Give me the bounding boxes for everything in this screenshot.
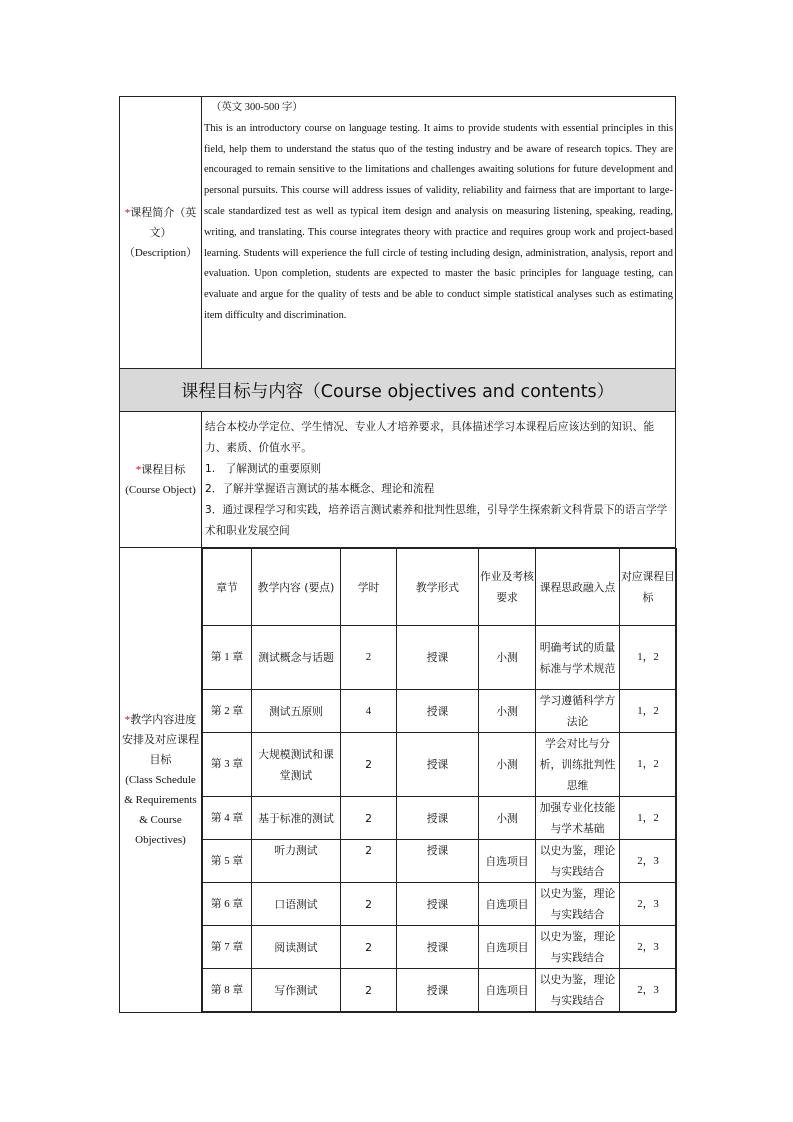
header-hours: 学时: [341, 549, 397, 626]
schedule-label-en: (Class Schedule & Requirements & Course Objectives): [124, 774, 197, 846]
schedule-header-row: [203, 549, 677, 626]
content-cell: 听力测试: [252, 840, 341, 883]
goals-cell: 1，2: [620, 690, 677, 733]
table-row: [203, 797, 677, 840]
goals-cell: 1，2: [620, 733, 677, 797]
ideology-cell: 以史为鉴，理论与实践结合: [536, 840, 620, 883]
chapter-cell: 第 7 章: [203, 926, 252, 969]
ideology-cell: 以史为鉴，理论与实践结合: [536, 969, 620, 1012]
hours-cell: 2: [341, 840, 397, 883]
hours-cell: 2: [341, 969, 397, 1012]
required-star: *: [135, 463, 142, 476]
form-cell: 授课: [397, 690, 479, 733]
form-cell: 授课: [397, 969, 479, 1012]
objective-item-2: 2．了解并掌握语言测试的基本概念、理论和流程: [205, 483, 435, 496]
course-form: [119, 96, 675, 1013]
content-cell: 测试五原则: [252, 690, 341, 733]
form-cell: 授课: [397, 840, 479, 883]
required-star: *: [124, 714, 131, 726]
objective-item-1: 1. 了解测试的重要原则: [205, 462, 322, 475]
hours-cell: 2: [341, 626, 397, 690]
objectives-lead: 结合本校办学定位、学生情况、专业人才培养要求，具体描述学习本课程后应该达到的知识、能力、素质、价值水平。: [205, 421, 655, 454]
schedule-table: [202, 548, 677, 1012]
content-cell: 测试概念与话题: [252, 626, 341, 690]
goals-cell: 2，3: [620, 840, 677, 883]
content-cell: 写作测试: [252, 969, 341, 1012]
schedule-cell: [202, 548, 676, 1013]
header-assessment: 作业及考核要求: [479, 549, 536, 626]
form-cell: 授课: [397, 797, 479, 840]
chapter-cell: 第 3 章: [203, 733, 252, 797]
table-row: [203, 733, 677, 797]
table-row: [203, 969, 677, 1012]
ideology-cell: 以史为鉴，理论与实践结合: [536, 883, 620, 926]
assessment-cell: 小测: [479, 690, 536, 733]
assessment-cell: 自选项目: [479, 883, 536, 926]
objectives-label-cn: 课程目标: [141, 462, 186, 476]
ideology-cell: 加强专业化技能与学术基础: [536, 797, 620, 840]
assessment-cell: 自选项目: [479, 840, 536, 883]
section-title: 课程目标与内容（Course objectives and contents）: [120, 369, 676, 412]
description-cell: [202, 97, 676, 369]
description-label: [120, 97, 202, 369]
form-cell: 授课: [397, 883, 479, 926]
header-form: 教学形式: [397, 549, 479, 626]
table-row: [203, 883, 677, 926]
form-cell: 授课: [397, 626, 479, 690]
ideology-cell: 学习遵循科学方法论: [536, 690, 620, 733]
chapter-cell: 第 2 章: [203, 690, 252, 733]
assessment-cell: 小测: [479, 733, 536, 797]
goals-cell: 1，2: [620, 797, 677, 840]
assessment-cell: 自选项目: [479, 969, 536, 1012]
hours-cell: 4: [341, 690, 397, 733]
schedule-row: [120, 548, 676, 1013]
content-cell: 口语测试: [252, 883, 341, 926]
description-row: [120, 97, 676, 369]
chapter-cell: 第 5 章: [203, 840, 252, 883]
form-cell: 授课: [397, 926, 479, 969]
chapter-cell: 第 6 章: [203, 883, 252, 926]
form-cell: 授课: [397, 733, 479, 797]
objectives-cell: [202, 412, 676, 548]
chapter-cell: 第 8 章: [203, 969, 252, 1012]
hours-cell: 2: [341, 926, 397, 969]
assessment-cell: 自选项目: [479, 926, 536, 969]
description-text: This is an introductory course on language testing. It aims to provide students with essential principles in this field, help them to understand the status quo of the testing industry and be aware of research topics. They are encouraged to remain sensitive to the limitations and challenges awaiting solutions for future development and personal pursuits. This course will address issues of validity, reliability and fairness that are important to large-scale standardized test as well as typical item design and analysis on measuring listening, speaking, reading, writing, and translating. This course integrates theory with practice and requires group work and project-based learning. Students will experience the full circle of testing including design, administration, analysis, report and evaluation. Upon completion, students are expected to master the basic principles for language testing, can evaluate and argue for the quality of tests and be able to conduct simple statistical analyses such as estimating item difficulty and discrimination.: [204, 122, 673, 321]
chapter-cell: 第 4 章: [203, 797, 252, 840]
description-label-en: （Description）: [123, 246, 198, 259]
course-table: [119, 96, 676, 1013]
objective-item-3: 3．通过课程学习和实践，培养语言测试素养和批判性思维，引导学生探索新文科背景下的语言学学术和职业发展空间: [205, 504, 668, 537]
header-goals: 对应课程目标: [620, 549, 677, 626]
goals-cell: 2，3: [620, 969, 677, 1012]
table-row: [203, 840, 677, 883]
section-header-row: [120, 369, 676, 412]
schedule-label: [120, 548, 202, 1013]
hours-cell: 2: [341, 797, 397, 840]
chapter-cell: 第 1 章: [203, 626, 252, 690]
hours-cell: 2: [341, 883, 397, 926]
hours-cell: 2: [341, 733, 397, 797]
table-row: [203, 626, 677, 690]
header-chapter: 章节: [203, 549, 252, 626]
description-label-cn: 课程简介（英文）: [130, 205, 197, 239]
content-cell: 大规模测试和课堂测试: [252, 733, 341, 797]
ideology-cell: 以史为鉴，理论与实践结合: [536, 926, 620, 969]
ideology-cell: 学会对比与分析，训练批判性思维: [536, 733, 620, 797]
ideology-cell: 明确考试的质量标准与学术规范: [536, 626, 620, 690]
objectives-row: [120, 412, 676, 548]
table-row: [203, 690, 677, 733]
required-star: *: [124, 206, 131, 219]
content-cell: 阅读测试: [252, 926, 341, 969]
goals-cell: 2，3: [620, 883, 677, 926]
objectives-label: [120, 412, 202, 548]
goals-cell: 1，2: [620, 626, 677, 690]
table-row: [203, 926, 677, 969]
objectives-label-en: (Course Object): [125, 483, 196, 496]
content-cell: 基于标准的测试: [252, 797, 341, 840]
goals-cell: 2，3: [620, 926, 677, 969]
header-content: 教学内容 (要点): [252, 549, 341, 626]
description-hint: （英文 300-500 字）: [211, 102, 303, 113]
header-ideology: 课程思政融入点: [536, 549, 620, 626]
schedule-label-cn: 教学内容进度安排及对应课程目标: [122, 713, 199, 766]
assessment-cell: 小测: [479, 797, 536, 840]
assessment-cell: 小测: [479, 626, 536, 690]
